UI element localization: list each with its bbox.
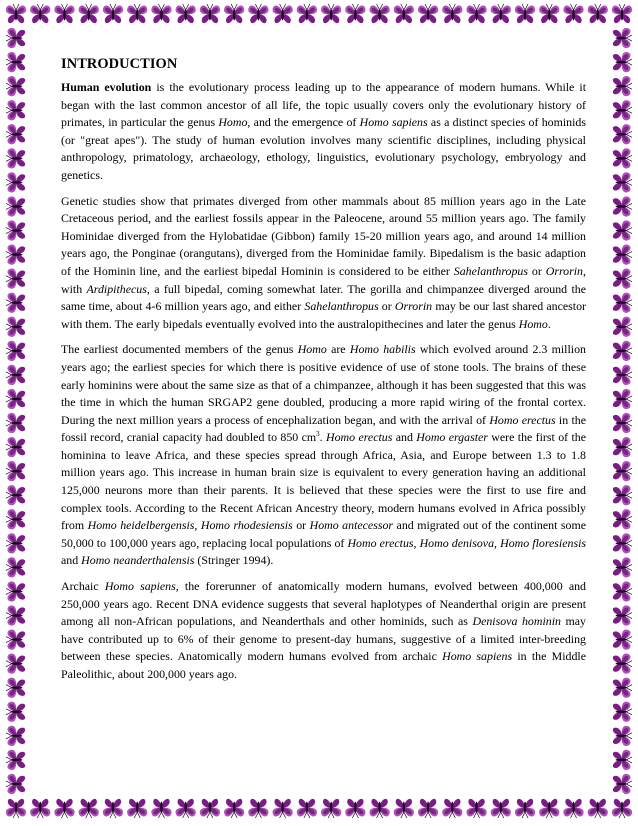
purple-butterfly-icon: [321, 799, 341, 818]
paragraph-text-run: Homo erectus: [347, 535, 414, 550]
purple-butterfly-icon: [127, 799, 147, 818]
paragraph-text-run: Human evolution: [61, 80, 152, 94]
paragraph-text-run: and migrated out of the continent some 50,000 to 100,000 years ago, replacing local populations of: [61, 518, 586, 550]
purple-butterfly-icon: [613, 750, 632, 770]
purple-butterfly-icon: [418, 4, 438, 23]
paragraph-text-run: , and the emergence of: [247, 115, 360, 130]
paragraph-text-run: and: [392, 430, 417, 445]
purple-butterfly-icon: [176, 4, 196, 23]
purple-butterfly-icon: [6, 269, 25, 289]
purple-butterfly-icon: [297, 799, 317, 818]
paragraph-text-run: which evolved around 2.3 million years ago; the earliest species for which there is positive evidence of use of stone tools. The brains of these early hominins were about the same size as that of a chimpanzee, although it has been suggested that this was the time in which the human SRGAP2 gene doubled, producing a more rapid wiring of the frontal cortex. During the next million years a process of encephalization began, and with the arrival of: [61, 342, 586, 427]
purple-butterfly-icon: [588, 4, 608, 23]
purple-butterfly-icon: [613, 28, 632, 48]
purple-butterfly-icon: [613, 100, 632, 120]
paragraph-text-run: Sahelanthropus: [453, 263, 528, 278]
purple-butterfly-icon: [613, 629, 632, 649]
purple-butterfly-icon: [200, 799, 220, 818]
purple-butterfly-icon: [6, 629, 25, 649]
purple-butterfly-icon: [248, 4, 268, 23]
purple-butterfly-icon: [6, 389, 25, 409]
purple-butterfly-icon: [394, 799, 414, 818]
purple-butterfly-icon: [30, 799, 50, 818]
purple-butterfly-icon: [588, 799, 608, 818]
purple-butterfly-icon: [321, 4, 341, 23]
paragraph-text-run: , a full bipedal, coming somewhat later. The gorilla and chimpanzee diverged around the same time, about 4-6 million years ago, and either: [61, 281, 586, 314]
paragraph-text-run: ,: [413, 535, 420, 550]
purple-butterfly-icon: [6, 581, 25, 601]
purple-butterfly-icon: [613, 317, 632, 337]
purple-butterfly-icon: [54, 4, 74, 23]
paragraph-text-run: ,: [194, 518, 201, 533]
paragraph-text-run: , the forerunner of anatomically modern humans, evolved between 400,000 and 250,000 years ago. Recent DNA evidence suggests that several haplotypes of Neanderthal origin are present among all non-African populations, and Neanderthals and other hominids, such as: [61, 579, 586, 629]
purple-butterfly-icon: [151, 4, 171, 23]
purple-butterfly-icon: [613, 461, 632, 481]
purple-butterfly-icon: [273, 4, 293, 23]
paragraph-3: [61, 341, 586, 570]
paragraph-text-run: Orrorin: [545, 263, 583, 278]
purple-butterfly-icon: [613, 774, 632, 794]
paragraph-text-run: Homo sapiens: [442, 649, 513, 664]
purple-butterfly-icon: [30, 4, 50, 23]
paragraph-text-run: were the first of the hominina to leave Africa, and these species spread through Africa, Asia, and Europe between 1.3 to 1.8 million years ago. This increase in human brain size is equivalent to every generation having an additional 125,000 neurons more than their parents. It is believed that these species were the first to use fire and complex tools. According to the Recent African Ancestry theory, modern humans evolved in Africa possibly from: [61, 430, 586, 533]
paragraph-text-run: Homo heidelbergensis: [87, 518, 195, 533]
paragraph-4: [61, 578, 586, 684]
purple-butterfly-icon: [345, 799, 365, 818]
purple-butterfly-icon: [6, 293, 25, 313]
paragraph-text-run: Homo floresiensis: [500, 535, 586, 550]
paragraph-text-run: Homo habilis: [349, 342, 416, 357]
purple-butterfly-icon: [613, 485, 632, 505]
paragraph-text-run: is the evolutionary process leading up to the appearance of modern humans. While it began with the last common ancestor of all life, the topic usually covers only the evolutionary history of primates, in particular the genus: [61, 80, 586, 130]
purple-butterfly-icon: [369, 4, 389, 23]
paragraph-text-run: as a distinct species of hominids (or "great apes"). The study of human evolution involves many scientific disciplines, including physical anthropology, primatology, archaeology, ethology, linguistics, evolutionary psychology, embryology and genetics.: [61, 115, 586, 182]
purple-butterfly-icon: [539, 799, 559, 818]
purple-butterfly-icon: [491, 799, 511, 818]
purple-butterfly-icon: [6, 750, 25, 770]
purple-butterfly-icon: [6, 172, 25, 192]
purple-butterfly-icon: [6, 341, 25, 361]
purple-butterfly-icon: [6, 461, 25, 481]
purple-butterfly-icon: [79, 799, 99, 818]
purple-butterfly-icon: [6, 557, 25, 577]
paragraph-text-run: are: [326, 342, 350, 357]
paragraph-text-run: Ardipithecus: [86, 281, 147, 296]
purple-butterfly-icon: [613, 172, 632, 192]
purple-butterfly-icon: [491, 4, 511, 23]
document-body: [61, 55, 586, 783]
purple-butterfly-icon: [466, 4, 486, 23]
purple-butterfly-icon: [613, 413, 632, 433]
paragraph-text-run: Homo denisova: [419, 535, 495, 550]
purple-butterfly-icon: [6, 365, 25, 385]
purple-butterfly-icon: [54, 799, 74, 818]
purple-butterfly-icon: [6, 774, 25, 794]
purple-butterfly-icon: [613, 244, 632, 264]
paragraph-text-run: Homo erectus: [489, 412, 556, 427]
purple-butterfly-icon: [515, 799, 535, 818]
purple-butterfly-icon: [200, 4, 220, 23]
purple-butterfly-icon: [151, 799, 171, 818]
purple-butterfly-icon: [6, 148, 25, 168]
purple-butterfly-icon: [613, 196, 632, 216]
purple-butterfly-icon: [563, 4, 583, 23]
paragraph-2: [61, 193, 586, 334]
purple-butterfly-icon: [6, 437, 25, 457]
paragraph-text-run: (Stringer 1994).: [194, 553, 274, 568]
purple-butterfly-icon: [369, 799, 389, 818]
purple-butterfly-icon: [345, 4, 365, 23]
purple-butterfly-icon: [613, 726, 632, 746]
paragraph-text-run: 3: [316, 430, 320, 439]
purple-butterfly-icon: [6, 509, 25, 529]
purple-butterfly-icon: [6, 702, 25, 722]
paragraph-text-run: .: [547, 316, 551, 331]
purple-butterfly-icon: [6, 28, 25, 48]
paragraph-text-run: in the fossil record, cranial capacity had doubled to 850 cm: [61, 412, 586, 445]
purple-butterfly-icon: [6, 317, 25, 337]
purple-butterfly-icon: [6, 799, 26, 818]
paragraph-text-run: Homo: [518, 316, 548, 331]
paragraph-text-run: or: [378, 299, 395, 314]
purple-butterfly-icon: [248, 799, 268, 818]
purple-butterfly-icon: [418, 799, 438, 818]
purple-butterfly-icon: [613, 437, 632, 457]
purple-butterfly-icon: [6, 124, 25, 144]
paragraph-text-run: in the Middle Paleolithic, about 200,000 years ago.: [61, 649, 586, 681]
purple-butterfly-icon: [613, 341, 632, 361]
paragraph-text-run: Homo antecessor: [309, 518, 394, 533]
purple-butterfly-icon: [273, 799, 293, 818]
purple-butterfly-icon: [103, 799, 123, 818]
paragraph-text-run: Denisova hominin: [472, 614, 561, 629]
purple-butterfly-icon: [613, 269, 632, 289]
paragraph-text-run: and: [61, 553, 82, 568]
paragraph-text-run: .: [319, 430, 327, 445]
purple-butterfly-icon: [613, 654, 632, 674]
purple-butterfly-icon: [539, 4, 559, 23]
purple-butterfly-icon: [613, 293, 632, 313]
purple-butterfly-icon: [6, 726, 25, 746]
paragraph-text-run: Homo sapiens: [359, 115, 428, 130]
purple-butterfly-icon: [612, 4, 632, 23]
purple-butterfly-icon: [613, 76, 632, 96]
purple-butterfly-icon: [613, 220, 632, 240]
purple-butterfly-icon: [6, 220, 25, 240]
paragraph-text-run: ,: [494, 535, 501, 550]
purple-butterfly-icon: [6, 533, 25, 553]
purple-butterfly-icon: [613, 557, 632, 577]
purple-butterfly-icon: [613, 389, 632, 409]
purple-butterfly-icon: [224, 799, 244, 818]
section-heading: INTRODUCTION: [61, 56, 178, 72]
paragraph-text-run: Homo: [297, 342, 327, 357]
paragraph-text-run: Homo sapiens: [104, 579, 176, 594]
purple-butterfly-icon: [6, 605, 25, 625]
purple-butterfly-icon: [466, 799, 486, 818]
purple-butterfly-icon: [6, 100, 25, 120]
paragraph-text-run: Homo ergaster: [416, 430, 488, 445]
purple-butterfly-icon: [515, 4, 535, 23]
paragraph-text-run: The earliest documented members of the genus: [61, 342, 298, 357]
purple-butterfly-icon: [6, 76, 25, 96]
purple-butterfly-icon: [613, 678, 632, 698]
purple-butterfly-icon: [6, 4, 26, 23]
paragraph-text-run: may have contributed up to 6% of their genome to present-day humans, suggestive of a limited inter-breeding between these species. Anatomically modern humans evolved from archaic: [61, 614, 586, 664]
purple-butterfly-icon: [442, 4, 462, 23]
paragraph-text-run: or: [528, 263, 546, 278]
purple-butterfly-icon: [613, 124, 632, 144]
purple-butterfly-icon: [442, 799, 462, 818]
purple-butterfly-icon: [613, 581, 632, 601]
paragraph-text-run: Homo rhodesiensis: [200, 518, 293, 533]
paragraph-text-run: , with: [61, 263, 586, 296]
purple-butterfly-icon: [297, 4, 317, 23]
purple-butterfly-icon: [6, 413, 25, 433]
paragraph-text-run: Homo erectus: [326, 430, 393, 445]
purple-butterfly-icon: [613, 702, 632, 722]
purple-butterfly-icon: [613, 533, 632, 553]
purple-butterfly-icon: [127, 4, 147, 23]
purple-butterfly-icon: [6, 196, 25, 216]
purple-butterfly-icon: [176, 799, 196, 818]
purple-butterfly-icon: [612, 799, 632, 818]
purple-butterfly-icon: [6, 678, 25, 698]
purple-butterfly-icon: [103, 4, 123, 23]
purple-butterfly-icon: [79, 4, 99, 23]
purple-butterfly-icon: [6, 244, 25, 264]
paragraph-text-run: Genetic studies show that primates diverged from other mammals about 85 million years ago in the Late Cretaceous period, and the earliest fossils appear in the Paleocene, around 55 million years ago. The family Hominidae diverged from the Hylobatidae (Gibbon) family 15-20 million years ago, and around 14 million years ago, the Ponginae (orangutans), diverged from the Hominidae family. Bipedalism is the basic adaption of the Hominin line, and the earliest bipedal Hominin is considered to be either: [61, 193, 586, 278]
purple-butterfly-icon: [394, 4, 414, 23]
paragraph-1: [61, 79, 586, 185]
purple-butterfly-icon: [613, 52, 632, 72]
paragraph-text-run: Sahelanthropus: [304, 299, 379, 314]
purple-butterfly-icon: [613, 365, 632, 385]
paragraph-text-run: Orrorin: [394, 299, 433, 314]
purple-butterfly-icon: [6, 52, 25, 72]
purple-butterfly-icon: [613, 148, 632, 168]
purple-butterfly-icon: [613, 509, 632, 529]
purple-butterfly-icon: [563, 799, 583, 818]
paragraph-text-run: may be our last shared ancestor with them. The early bipedals eventually evolved into the australopithecines and later the genus: [61, 299, 586, 331]
purple-butterfly-icon: [224, 4, 244, 23]
purple-butterfly-icon: [6, 654, 25, 674]
purple-butterfly-icon: [6, 485, 25, 505]
purple-butterfly-icon: [613, 605, 632, 625]
paragraph-text-run: Archaic: [61, 579, 105, 594]
paragraph-text-run: Homo neanderthalensis: [81, 553, 195, 568]
paragraph-text-run: Homo: [218, 115, 248, 130]
paragraph-text-run: or: [292, 518, 310, 533]
